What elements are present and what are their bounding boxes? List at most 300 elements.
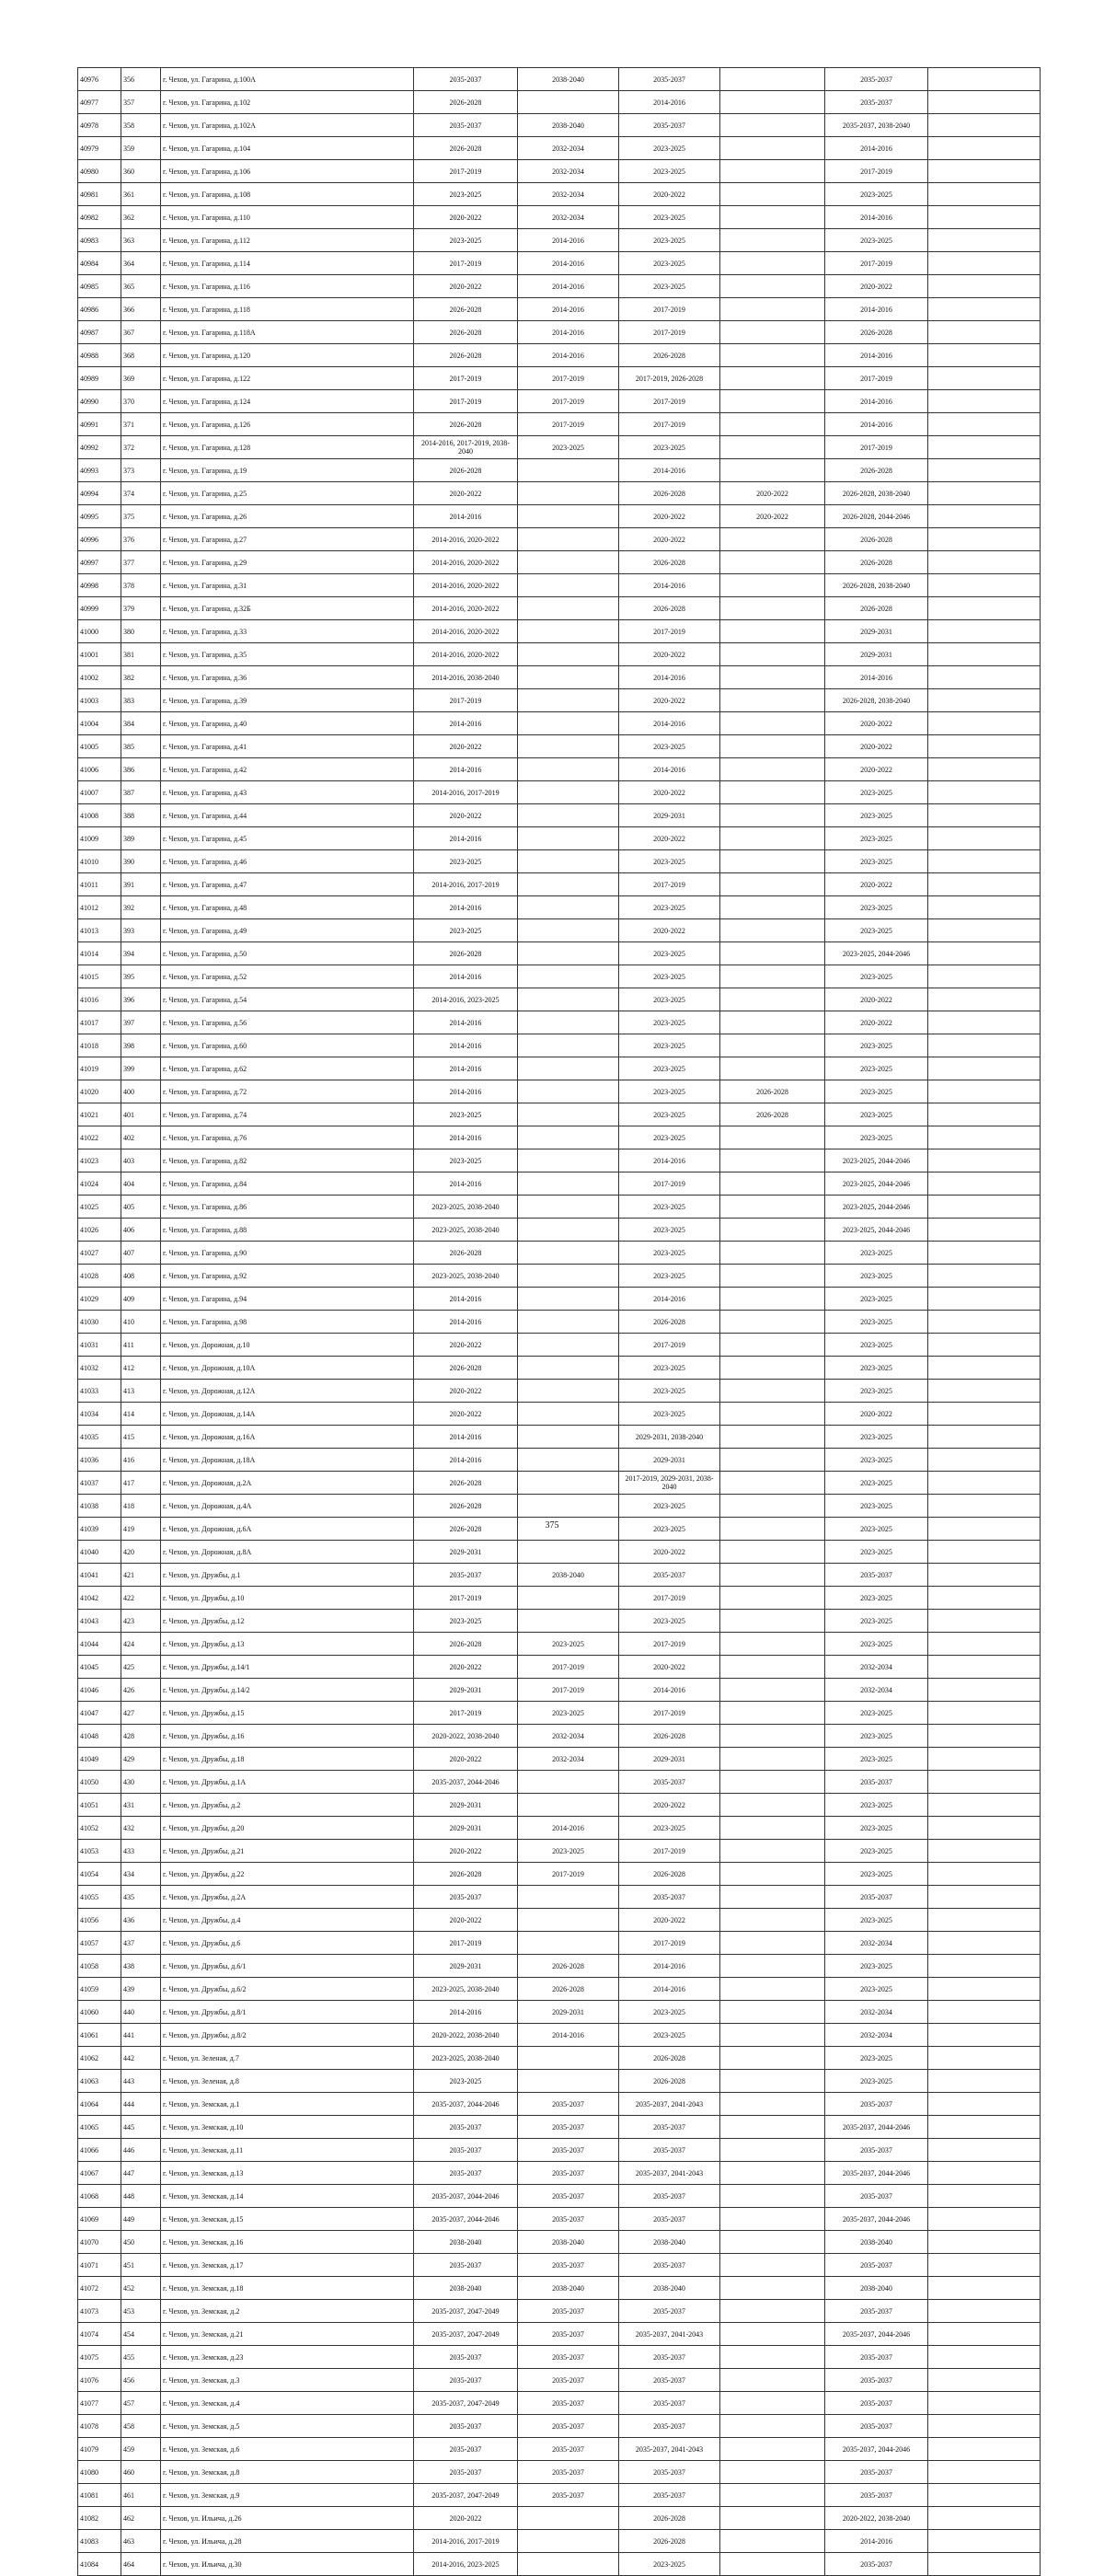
period-cell-4	[720, 666, 825, 689]
address-cell: г. Чехов, ул. Дружбы, д.14/2	[161, 1679, 414, 1702]
period-cell-3: 2020-2022	[619, 528, 720, 551]
period-cell-2	[518, 482, 619, 505]
period-cell-5: 2023-2025	[825, 1080, 928, 1103]
period-cell-6	[928, 2484, 1041, 2507]
period-cell-1: 2020-2022	[414, 206, 518, 229]
period-cell-3: 2023-2025	[619, 1196, 720, 1219]
address-cell: г. Чехов, ул. Гагарина, д.29	[161, 551, 414, 574]
period-cell-6	[928, 574, 1041, 597]
period-cell-4	[720, 1932, 825, 1955]
table-row	[78, 298, 1041, 321]
address-cell: г. Чехов, ул. Дружбы, д.15	[161, 1702, 414, 1725]
period-cell-2: 2035-2037	[518, 2185, 619, 2208]
period-cell-2	[518, 1449, 619, 1472]
period-cell-6	[928, 965, 1041, 988]
table-row	[78, 2001, 1041, 2024]
address-cell: г. Чехов, ул. Гагарина, д.31	[161, 574, 414, 597]
address-cell: г. Чехов, ул. Гагарина, д.26	[161, 505, 414, 528]
period-cell-1: 2023-2025	[414, 919, 518, 942]
period-cell-2	[518, 505, 619, 528]
period-cell-2: 2014-2016	[518, 2024, 619, 2047]
period-cell-4: 2026-2028	[720, 1080, 825, 1103]
row-id-cell: 41062	[78, 2047, 121, 2070]
row-number-cell: 367	[121, 321, 161, 344]
period-cell-3: 2020-2022	[619, 689, 720, 712]
row-number-cell: 416	[121, 1449, 161, 1472]
period-cell-3: 2017-2019	[619, 1587, 720, 1610]
address-cell: г. Чехов, ул. Гагарина, д.108	[161, 183, 414, 206]
row-number-cell: 376	[121, 528, 161, 551]
address-cell: г. Чехов, ул. Дружбы, д.16	[161, 1725, 414, 1748]
row-id-cell: 40986	[78, 298, 121, 321]
period-cell-1: 2026-2028	[414, 1472, 518, 1495]
row-number-cell: 456	[121, 2369, 161, 2392]
period-cell-3: 2035-2037	[619, 2484, 720, 2507]
period-cell-2	[518, 2553, 619, 2576]
period-cell-1: 2035-2037	[414, 2116, 518, 2139]
period-cell-2	[518, 1149, 619, 1172]
period-cell-6	[928, 459, 1041, 482]
period-cell-3: 2023-2025	[619, 1034, 720, 1057]
period-cell-2: 2017-2019	[518, 367, 619, 390]
row-id-cell: 41031	[78, 1334, 121, 1357]
period-cell-5: 2023-2025	[825, 1357, 928, 1380]
period-cell-6	[928, 2139, 1041, 2162]
period-cell-5: 2023-2025	[825, 229, 928, 252]
row-id-cell: 41080	[78, 2461, 121, 2484]
period-cell-3: 2023-2025	[619, 735, 720, 758]
period-cell-4	[720, 873, 825, 896]
period-cell-1: 2023-2025	[414, 229, 518, 252]
period-cell-2	[518, 1932, 619, 1955]
table-row	[78, 712, 1041, 735]
period-cell-1: 2023-2025, 2038-2040	[414, 1978, 518, 2001]
period-cell-5: 2023-2025, 2044-2046	[825, 942, 928, 965]
row-number-cell: 427	[121, 1702, 161, 1725]
period-cell-4	[720, 1034, 825, 1057]
period-cell-1: 2020-2022	[414, 1656, 518, 1679]
period-cell-1: 2014-2016	[414, 1034, 518, 1057]
address-cell: г. Чехов, ул. Гагарина, д.98	[161, 1311, 414, 1334]
period-cell-1: 2035-2037, 2047-2049	[414, 2484, 518, 2507]
table-row	[78, 1196, 1041, 1219]
period-cell-4	[720, 1679, 825, 1702]
period-cell-1: 2014-2016, 2017-2019	[414, 2530, 518, 2553]
address-cell: г. Чехов, ул. Гагарина, д.76	[161, 1126, 414, 1149]
row-number-cell: 389	[121, 827, 161, 850]
period-cell-4	[720, 2484, 825, 2507]
period-cell-6	[928, 896, 1041, 919]
row-id-cell: 41064	[78, 2093, 121, 2116]
period-cell-5: 2023-2025, 2044-2046	[825, 1172, 928, 1196]
period-cell-1: 2035-2037	[414, 2438, 518, 2461]
period-cell-6	[928, 2208, 1041, 2231]
period-cell-6	[928, 344, 1041, 367]
period-cell-1: 2014-2016	[414, 1057, 518, 1080]
period-cell-3: 2017-2019	[619, 390, 720, 413]
period-cell-6	[928, 2001, 1041, 2024]
row-id-cell: 41038	[78, 1495, 121, 1518]
table-row	[78, 1863, 1041, 1886]
row-number-cell: 438	[121, 1955, 161, 1978]
period-cell-2: 2035-2037	[518, 2415, 619, 2438]
period-cell-5: 2038-2040	[825, 2277, 928, 2300]
period-cell-2	[518, 1103, 619, 1126]
row-number-cell: 447	[121, 2162, 161, 2185]
address-cell: г. Чехов, ул. Дружбы, д.8/1	[161, 2001, 414, 2024]
period-cell-2	[518, 1242, 619, 1265]
period-cell-2	[518, 1126, 619, 1149]
address-cell: г. Чехов, ул. Гагарина, д.114	[161, 252, 414, 275]
table-row	[78, 1034, 1041, 1057]
period-cell-6	[928, 1932, 1041, 1955]
table-row	[78, 1380, 1041, 1403]
period-cell-2	[518, 850, 619, 873]
table-row	[78, 597, 1041, 620]
period-cell-6	[928, 942, 1041, 965]
period-cell-1: 2014-2016, 2017-2019	[414, 781, 518, 804]
address-cell: г. Чехов, ул. Дружбы, д.1	[161, 1564, 414, 1587]
period-cell-6	[928, 1311, 1041, 1334]
document-table	[77, 67, 1041, 2576]
address-cell: г. Чехов, ул. Зеленая, д.8	[161, 2070, 414, 2093]
period-cell-1: 2020-2022	[414, 1909, 518, 1932]
table-row	[78, 1265, 1041, 1288]
row-number-cell: 460	[121, 2461, 161, 2484]
period-cell-4	[720, 1057, 825, 1080]
row-id-cell: 41011	[78, 873, 121, 896]
address-cell: г. Чехов, ул. Земская, д.15	[161, 2208, 414, 2231]
row-id-cell: 41073	[78, 2300, 121, 2323]
table-row	[78, 68, 1041, 91]
period-cell-2: 2023-2025	[518, 436, 619, 459]
address-cell: г. Чехов, ул. Гагарина, д.43	[161, 781, 414, 804]
period-cell-1: 2023-2025	[414, 1149, 518, 1172]
period-cell-6	[928, 1541, 1041, 1564]
period-cell-2	[518, 1288, 619, 1311]
table-row	[78, 482, 1041, 505]
table-row	[78, 1610, 1041, 1633]
table-row	[78, 2415, 1041, 2438]
address-cell: г. Чехов, ул. Дружбы, д.4	[161, 1909, 414, 1932]
row-id-cell: 41035	[78, 1426, 121, 1449]
row-number-cell: 375	[121, 505, 161, 528]
table-row	[78, 1080, 1041, 1103]
table-row	[78, 252, 1041, 275]
table-row	[78, 988, 1041, 1011]
table-row	[78, 505, 1041, 528]
period-cell-4	[720, 2369, 825, 2392]
address-cell: г. Чехов, ул. Гагарина, д.124	[161, 390, 414, 413]
period-cell-5: 2020-2022	[825, 712, 928, 735]
period-cell-3: 2023-2025	[619, 1518, 720, 1541]
period-cell-6	[928, 321, 1041, 344]
address-cell: г. Чехов, ул. Гагарина, д.42	[161, 758, 414, 781]
row-id-cell: 41000	[78, 620, 121, 643]
period-cell-5: 2023-2025, 2044-2046	[825, 1219, 928, 1242]
period-cell-2: 2032-2034	[518, 1725, 619, 1748]
period-cell-4	[720, 1265, 825, 1288]
row-id-cell: 41049	[78, 1748, 121, 1771]
row-id-cell: 41041	[78, 1564, 121, 1587]
period-cell-4	[720, 1426, 825, 1449]
address-cell: г. Чехов, ул. Дорожная, д.8А	[161, 1541, 414, 1564]
table-row	[78, 758, 1041, 781]
table-row	[78, 666, 1041, 689]
period-cell-5: 2023-2025	[825, 1495, 928, 1518]
period-cell-1: 2020-2022	[414, 1334, 518, 1357]
period-cell-1: 2026-2028	[414, 1863, 518, 1886]
period-cell-4	[720, 2346, 825, 2369]
period-cell-1: 2023-2025, 2038-2040	[414, 2047, 518, 2070]
address-cell: г. Чехов, ул. Гагарина, д.72	[161, 1080, 414, 1103]
period-cell-1: 2026-2028	[414, 942, 518, 965]
period-cell-5: 2026-2028	[825, 459, 928, 482]
period-cell-6	[928, 505, 1041, 528]
period-cell-1: 2035-2037	[414, 2415, 518, 2438]
period-cell-3: 2026-2028	[619, 1863, 720, 1886]
period-cell-4	[720, 689, 825, 712]
row-id-cell: 41066	[78, 2139, 121, 2162]
period-cell-1: 2014-2016, 2020-2022	[414, 620, 518, 643]
row-id-cell: 40982	[78, 206, 121, 229]
row-number-cell: 399	[121, 1057, 161, 1080]
period-cell-1: 2026-2028	[414, 321, 518, 344]
period-cell-6	[928, 551, 1041, 574]
period-cell-4	[720, 275, 825, 298]
row-number-cell: 463	[121, 2530, 161, 2553]
address-cell: г. Чехов, ул. Гагарина, д.25	[161, 482, 414, 505]
row-number-cell: 388	[121, 804, 161, 827]
period-cell-5: 2023-2025	[825, 1748, 928, 1771]
period-cell-1: 2020-2022	[414, 735, 518, 758]
period-cell-1: 2035-2037	[414, 1564, 518, 1587]
period-cell-5: 2026-2028, 2038-2040	[825, 574, 928, 597]
row-number-cell: 445	[121, 2116, 161, 2139]
period-cell-6	[928, 689, 1041, 712]
row-id-cell: 41040	[78, 1541, 121, 1564]
period-cell-4	[720, 712, 825, 735]
period-cell-2	[518, 2507, 619, 2530]
period-cell-4	[720, 2392, 825, 2415]
address-cell: г. Чехов, ул. Дорожная, д.10	[161, 1334, 414, 1357]
period-cell-6	[928, 68, 1041, 91]
period-cell-6	[928, 1886, 1041, 1909]
period-cell-6	[928, 206, 1041, 229]
row-number-cell: 406	[121, 1219, 161, 1242]
table-row	[78, 942, 1041, 965]
period-cell-3: 2020-2022	[619, 1656, 720, 1679]
period-cell-5: 2017-2019	[825, 436, 928, 459]
address-cell: г. Чехов, ул. Земская, д.6	[161, 2438, 414, 2461]
period-cell-4: 2020-2022	[720, 482, 825, 505]
address-cell: г. Чехов, ул. Ильича, д.26	[161, 2507, 414, 2530]
period-cell-2	[518, 689, 619, 712]
period-cell-2: 2038-2040	[518, 114, 619, 137]
table-row	[78, 2277, 1041, 2300]
row-number-cell: 366	[121, 298, 161, 321]
period-cell-4	[720, 2461, 825, 2484]
row-number-cell: 423	[121, 1610, 161, 1633]
period-cell-6	[928, 804, 1041, 827]
period-cell-2: 2035-2037	[518, 2300, 619, 2323]
period-cell-5: 2035-2037	[825, 2484, 928, 2507]
row-id-cell: 41046	[78, 1679, 121, 1702]
period-cell-1: 2020-2022	[414, 275, 518, 298]
row-id-cell: 41070	[78, 2231, 121, 2254]
period-cell-2: 2023-2025	[518, 1702, 619, 1725]
period-cell-4	[720, 1196, 825, 1219]
period-cell-5: 2035-2037	[825, 91, 928, 114]
period-cell-5: 2017-2019	[825, 252, 928, 275]
period-cell-4	[720, 252, 825, 275]
period-cell-2	[518, 1426, 619, 1449]
period-cell-4	[720, 160, 825, 183]
period-cell-2	[518, 1495, 619, 1518]
period-cell-3: 2038-2040	[619, 2277, 720, 2300]
address-cell: г. Чехов, ул. Гагарина, д.19	[161, 459, 414, 482]
address-cell: г. Чехов, ул. Гагарина, д.45	[161, 827, 414, 850]
period-cell-5: 2020-2022	[825, 873, 928, 896]
period-cell-6	[928, 1265, 1041, 1288]
period-cell-2: 2035-2037	[518, 2484, 619, 2507]
row-id-cell: 41076	[78, 2369, 121, 2392]
row-id-cell: 40990	[78, 390, 121, 413]
period-cell-2	[518, 459, 619, 482]
address-cell: г. Чехов, ул. Гагарина, д.27	[161, 528, 414, 551]
period-cell-3: 2035-2037	[619, 2300, 720, 2323]
period-cell-2	[518, 735, 619, 758]
address-cell: г. Чехов, ул. Гагарина, д.118А	[161, 321, 414, 344]
period-cell-3: 2035-2037	[619, 2116, 720, 2139]
period-cell-2: 2017-2019	[518, 1656, 619, 1679]
table-row	[78, 1978, 1041, 2001]
address-cell: г. Чехов, ул. Дорожная, д.4А	[161, 1495, 414, 1518]
period-cell-5: 2023-2025	[825, 1909, 928, 1932]
row-id-cell: 41045	[78, 1656, 121, 1679]
period-cell-3: 2035-2037	[619, 2254, 720, 2277]
address-cell: г. Чехов, ул. Дружбы, д.1А	[161, 1771, 414, 1794]
period-cell-3: 2023-2025	[619, 896, 720, 919]
period-cell-3: 2023-2025	[619, 436, 720, 459]
period-cell-3: 2029-2031	[619, 1748, 720, 1771]
table-row	[78, 459, 1041, 482]
address-cell: г. Чехов, ул. Гагарина, д.102	[161, 91, 414, 114]
row-id-cell: 41004	[78, 712, 121, 735]
period-cell-1: 2035-2037, 2047-2049	[414, 2300, 518, 2323]
table-row	[78, 2300, 1041, 2323]
period-cell-5: 2035-2037	[825, 1564, 928, 1587]
period-cell-6	[928, 275, 1041, 298]
period-cell-2: 2014-2016	[518, 344, 619, 367]
period-cell-6	[928, 1679, 1041, 1702]
period-cell-6	[928, 1011, 1041, 1034]
address-cell: г. Чехов, ул. Гагарина, д.82	[161, 1149, 414, 1172]
period-cell-6	[928, 2162, 1041, 2185]
period-cell-2: 2014-2016	[518, 275, 619, 298]
row-id-cell: 41050	[78, 1771, 121, 1794]
table-row	[78, 1472, 1041, 1495]
period-cell-6	[928, 1103, 1041, 1126]
row-id-cell: 41060	[78, 2001, 121, 2024]
period-cell-6	[928, 597, 1041, 620]
row-number-cell: 461	[121, 2484, 161, 2507]
row-id-cell: 40992	[78, 436, 121, 459]
row-number-cell: 403	[121, 1149, 161, 1172]
period-cell-2	[518, 1172, 619, 1196]
period-cell-4	[720, 758, 825, 781]
table-row	[78, 827, 1041, 850]
period-cell-5: 2023-2025	[825, 1518, 928, 1541]
table-body	[78, 68, 1041, 2576]
period-cell-4	[720, 597, 825, 620]
period-cell-4	[720, 1495, 825, 1518]
period-cell-5: 2026-2028, 2044-2046	[825, 505, 928, 528]
period-cell-2	[518, 1610, 619, 1633]
period-cell-4	[720, 988, 825, 1011]
address-cell: г. Чехов, ул. Гагарина, д.104	[161, 137, 414, 160]
period-cell-3: 2026-2028	[619, 1725, 720, 1748]
period-cell-4	[720, 2116, 825, 2139]
period-cell-5: 2026-2028	[825, 551, 928, 574]
period-cell-5: 2023-2025, 2044-2046	[825, 1149, 928, 1172]
period-cell-1: 2035-2037	[414, 2162, 518, 2185]
period-cell-6	[928, 183, 1041, 206]
row-number-cell: 411	[121, 1334, 161, 1357]
address-cell: г. Чехов, ул. Дружбы, д.18	[161, 1748, 414, 1771]
table-row	[78, 781, 1041, 804]
table-row	[78, 1817, 1041, 1840]
period-cell-4	[720, 1633, 825, 1656]
row-id-cell: 41055	[78, 1886, 121, 1909]
address-cell: г. Чехов, ул. Гагарина, д.94	[161, 1288, 414, 1311]
period-cell-3: 2017-2019	[619, 1840, 720, 1863]
period-cell-1: 2014-2016, 2020-2022	[414, 597, 518, 620]
period-cell-4	[720, 1794, 825, 1817]
row-number-cell: 390	[121, 850, 161, 873]
period-cell-4	[720, 574, 825, 597]
row-number-cell: 443	[121, 2070, 161, 2093]
period-cell-3: 2017-2019	[619, 1172, 720, 1196]
period-cell-4	[720, 1955, 825, 1978]
table-row	[78, 804, 1041, 827]
period-cell-5: 2020-2022	[825, 988, 928, 1011]
period-cell-1: 2038-2040	[414, 2277, 518, 2300]
period-cell-6	[928, 2300, 1041, 2323]
period-cell-6	[928, 1334, 1041, 1357]
address-cell: г. Чехов, ул. Гагарина, д.33	[161, 620, 414, 643]
period-cell-6	[928, 229, 1041, 252]
row-number-cell: 368	[121, 344, 161, 367]
period-cell-1: 2014-2016	[414, 1011, 518, 1034]
period-cell-5: 2014-2016	[825, 344, 928, 367]
table-row	[78, 344, 1041, 367]
period-cell-6	[928, 1564, 1041, 1587]
row-id-cell: 41003	[78, 689, 121, 712]
row-id-cell: 41048	[78, 1725, 121, 1748]
row-id-cell: 41029	[78, 1288, 121, 1311]
period-cell-5: 2023-2025	[825, 1265, 928, 1288]
period-cell-1: 2029-2031	[414, 1817, 518, 1840]
period-cell-1: 2014-2016	[414, 505, 518, 528]
period-cell-1: 2014-2016	[414, 712, 518, 735]
row-id-cell: 41005	[78, 735, 121, 758]
row-id-cell: 41020	[78, 1080, 121, 1103]
address-cell: г. Чехов, ул. Дружбы, д.14/1	[161, 1656, 414, 1679]
period-cell-4	[720, 68, 825, 91]
table-row	[78, 2438, 1041, 2461]
period-cell-3: 2023-2025	[619, 2553, 720, 2576]
